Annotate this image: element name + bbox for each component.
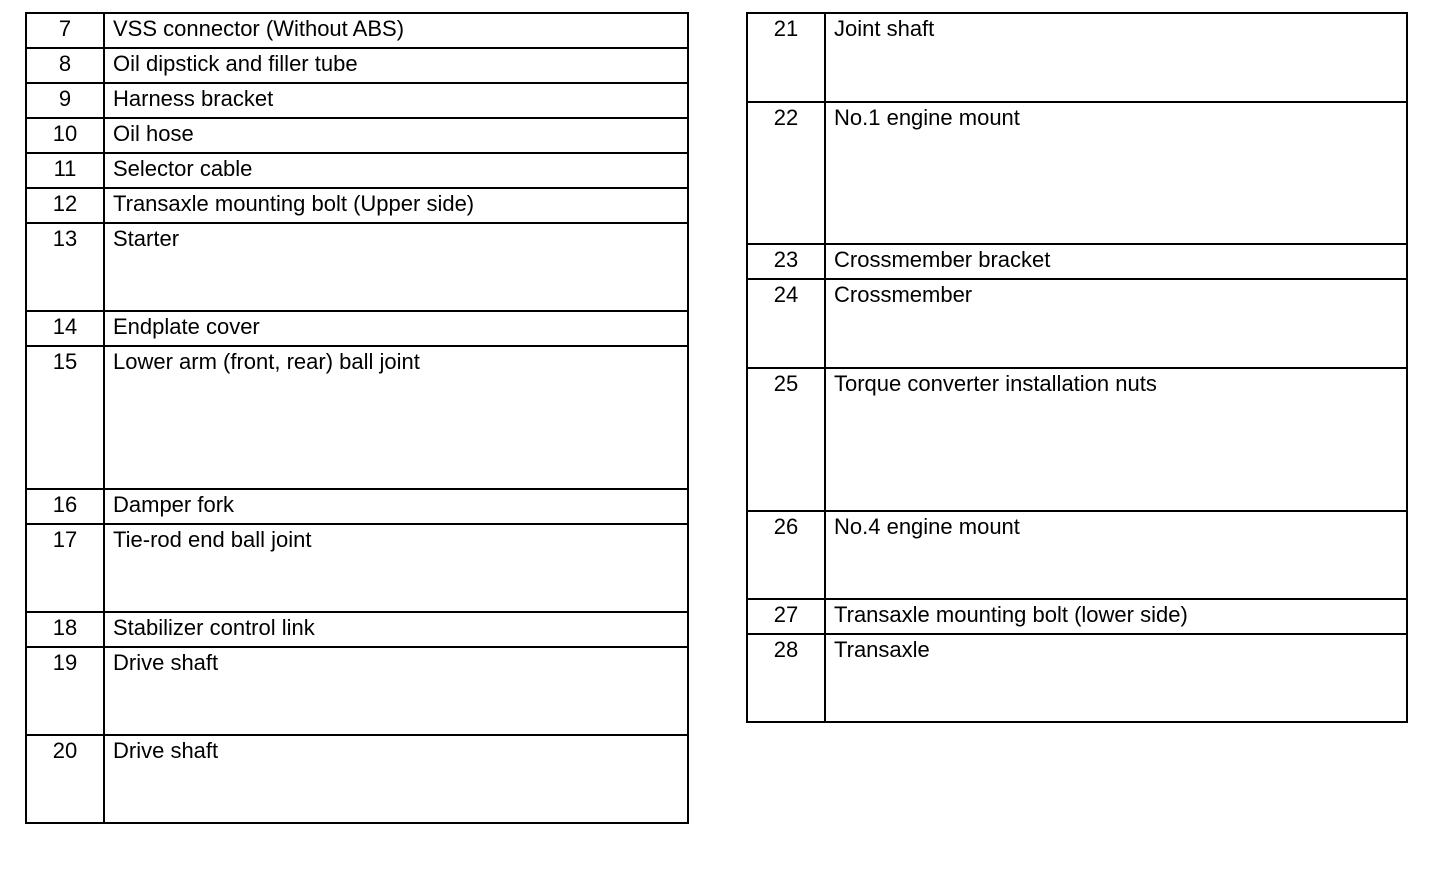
part-number: 24 (747, 279, 825, 368)
table-row (747, 634, 1407, 722)
part-number: 26 (747, 511, 825, 599)
part-number: 19 (26, 647, 104, 735)
part-name: Oil dipstick and filler tube (104, 48, 688, 83)
table-row (26, 83, 688, 118)
table-row (26, 524, 688, 612)
parts-table-right (746, 12, 1408, 723)
part-number: 7 (26, 13, 104, 48)
part-number: 15 (26, 346, 104, 489)
part-name: Lower arm (front, rear) ball joint (104, 346, 688, 489)
table-row (747, 368, 1407, 511)
part-name: Endplate cover (104, 311, 688, 346)
table-row (26, 153, 688, 188)
part-number: 20 (26, 735, 104, 823)
part-number: 8 (26, 48, 104, 83)
table-row (26, 48, 688, 83)
part-name: Transaxle mounting bolt (Upper side) (104, 188, 688, 223)
part-name: No.1 engine mount (825, 102, 1407, 244)
part-number: 9 (26, 83, 104, 118)
table-row (747, 13, 1407, 102)
part-name: Drive shaft (104, 647, 688, 735)
part-name: Selector cable (104, 153, 688, 188)
part-name: Crossmember (825, 279, 1407, 368)
part-name: Torque converter installation nuts (825, 368, 1407, 511)
part-number: 13 (26, 223, 104, 311)
table-row (26, 118, 688, 153)
table-row (747, 279, 1407, 368)
part-name: Joint shaft (825, 13, 1407, 102)
table-row (26, 735, 688, 823)
table-row (747, 599, 1407, 634)
part-number: 28 (747, 634, 825, 722)
part-number: 27 (747, 599, 825, 634)
part-number: 17 (26, 524, 104, 612)
table-row (26, 223, 688, 311)
part-number: 21 (747, 13, 825, 102)
part-name: Starter (104, 223, 688, 311)
table-row (26, 188, 688, 223)
part-number: 12 (26, 188, 104, 223)
part-name: No.4 engine mount (825, 511, 1407, 599)
part-name: Damper fork (104, 489, 688, 524)
part-name: Transaxle mounting bolt (lower side) (825, 599, 1407, 634)
part-number: 10 (26, 118, 104, 153)
part-name: Tie-rod end ball joint (104, 524, 688, 612)
table-row (747, 511, 1407, 599)
part-name: Crossmember bracket (825, 244, 1407, 279)
table-row (26, 346, 688, 489)
part-number: 16 (26, 489, 104, 524)
part-name: Stabilizer control link (104, 612, 688, 647)
part-name: VSS connector (Without ABS) (104, 13, 688, 48)
table-row (747, 102, 1407, 244)
part-number: 11 (26, 153, 104, 188)
part-number: 22 (747, 102, 825, 244)
table-row (747, 244, 1407, 279)
parts-table-left (25, 12, 689, 824)
table-row (26, 13, 688, 48)
part-name: Transaxle (825, 634, 1407, 722)
table-row (26, 311, 688, 346)
part-name: Harness bracket (104, 83, 688, 118)
table-row (26, 612, 688, 647)
part-number: 18 (26, 612, 104, 647)
part-number: 23 (747, 244, 825, 279)
part-name: Drive shaft (104, 735, 688, 823)
part-number: 14 (26, 311, 104, 346)
table-row (26, 489, 688, 524)
part-number: 25 (747, 368, 825, 511)
table-row (26, 647, 688, 735)
part-name: Oil hose (104, 118, 688, 153)
